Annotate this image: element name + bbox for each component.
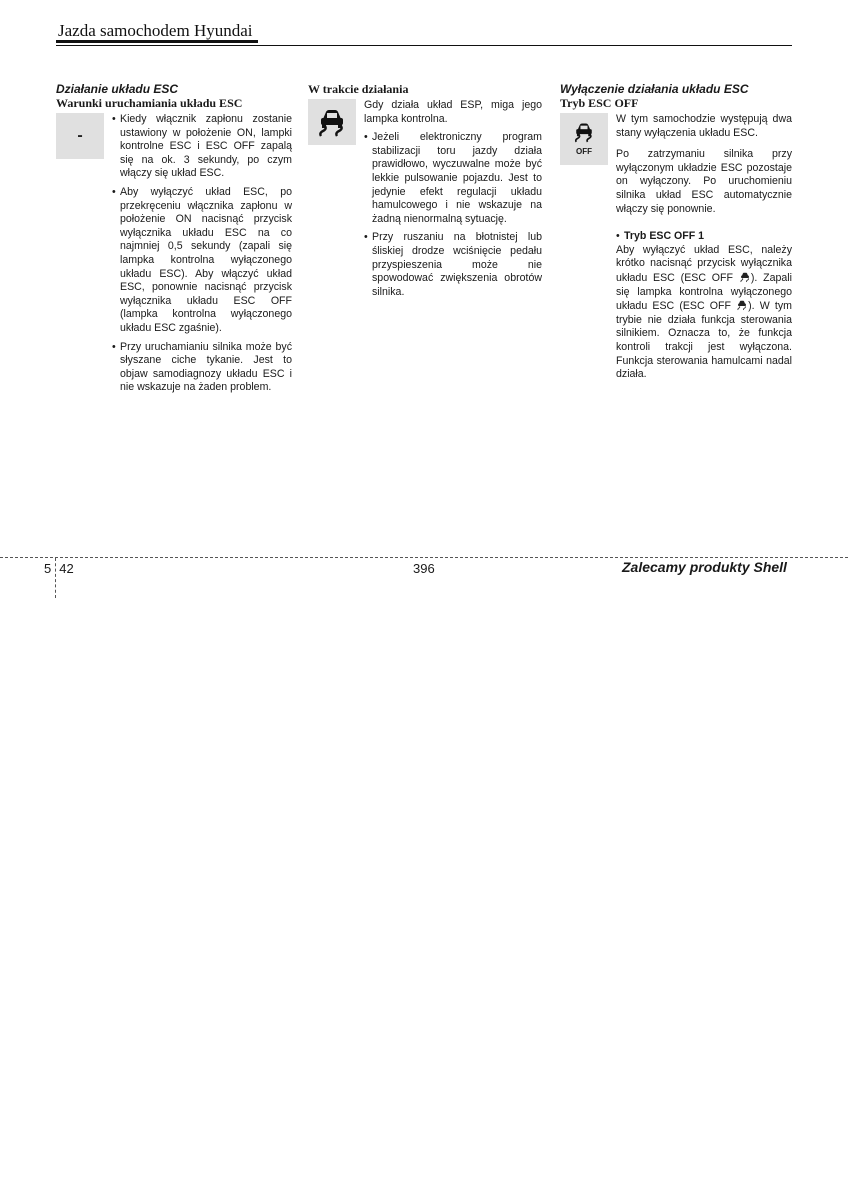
subheading: Tryb ESC OFF <box>560 96 639 110</box>
body-text <box>112 113 292 400</box>
header-rule-thick <box>56 40 258 43</box>
paragraph: W tym samochodzie występują dwa stany wyłączenia układu ESC. <box>616 113 792 139</box>
section-title: Wyłączenie działania układu ESC <box>560 82 749 96</box>
body-text <box>364 99 542 304</box>
content-row <box>56 113 292 400</box>
column-esc-off <box>560 82 792 390</box>
mode-text: Aby wyłączyć układ ESC, należy krótko nacisnąć przycisk wyłącznika układu ESC (ESC OFF <box>616 243 792 284</box>
list-item: • Jeżeli elektroniczny program stabilizacji toru jazdy działa prawidłowo, wyczuwalne może być lekkie pulsowanie pojazdu. Jest to jedynie efekt regulacji układu hamulcowego i nie wskazuje na żadną nienormalną sytuację. <box>364 131 542 226</box>
section-number: 5 <box>44 561 52 576</box>
section-title: Działanie układu ESC <box>56 82 179 96</box>
page-number <box>44 561 74 576</box>
off-label: OFF <box>576 146 592 156</box>
document-page-number: 396 <box>413 561 435 576</box>
esc-off-indicator-box <box>560 113 608 165</box>
bullet-list <box>112 113 292 395</box>
mode-text: ). W tym trybie nie działa funkcja sterowania silnikiem. Oznacza to, że funkcja kontroli trakcji jest wyłączona. Funkcja sterowania hamulcami nadal działa. <box>616 300 792 381</box>
esc-skid-icon <box>315 106 349 138</box>
content-row <box>308 99 542 304</box>
header-rule <box>56 45 792 46</box>
running-header: Jazda samochodem Hyundai <box>58 21 253 40</box>
mode-description <box>616 244 792 382</box>
intro-text: Gdy działa układ ESP, miga jego lampka kontrolna. <box>364 99 542 125</box>
mode-block <box>616 230 792 382</box>
list-item: • Przy uruchamianiu silnika może być słyszane ciche tykanie. Jest to objaw samodiagnozy układu ESC i nie wskazuje na żaden problem. <box>112 341 292 395</box>
dash-symbol: - <box>77 127 83 145</box>
footer-slogan: Zalecamy produkty Shell <box>622 559 787 575</box>
column-esc-operation <box>56 82 292 400</box>
list-item: • Kiedy włącznik zapłonu zostanie ustawiony w położenie ON, lampki kontrolne ESC i ESC OFF zapalą się na ok. 3 sekundy, po czym włączy się układ ESC. <box>112 113 292 181</box>
bullet-list <box>364 131 542 299</box>
placeholder-icon-box <box>56 113 104 159</box>
esc-off-inline-icon <box>736 299 748 311</box>
mode-text: ). Zapali się lampka kontrolna wyłączonego układu ESC (ESC OFF <box>616 271 792 313</box>
column-during-operation <box>308 82 542 304</box>
subheading: W trakcie działania <box>308 82 409 96</box>
mode-title-text: Tryb ESC OFF 1 <box>624 230 705 243</box>
page-number-value: 42 <box>59 561 74 576</box>
list-item: • Aby wyłączyć układ ESC, po przekręceniu włącznika zapłonu w położenie ON nacisnąć przycisk wyłącznika układu ESC na co najmniej 0,5 sekundy (zapali się lampka kontrolna wyłączonego układu ESC). Aby włączyć układ ESC, ponownie nacisnąć przycisk wyłącznika układu ESC OFF (lampka kontrolna wyłączonego układu ESC zgaśnie). <box>112 186 292 336</box>
paragraph: Po zatrzymaniu silnika przy wyłączonym układzie ESC pozostaje on wyłączony. Po uruchomieniu silnika układ ESC automatycznie włączy się ponownie. <box>616 148 792 215</box>
body-text <box>616 113 792 224</box>
esc-off-inline-icon <box>739 271 751 283</box>
esc-indicator-box <box>308 99 356 145</box>
subheading: Warunki uruchamiania układu ESC <box>56 96 243 110</box>
list-item: • Przy ruszaniu na błotnistej lub śliskiej drodze wciśnięcie pedału przyspieszenia może nie spowodować zwiększenia obrotów silnika. <box>364 231 542 299</box>
footer-dashed-rule <box>0 557 848 558</box>
mode-title <box>616 230 792 244</box>
content-row <box>560 113 792 224</box>
esc-off-icon <box>572 120 596 144</box>
